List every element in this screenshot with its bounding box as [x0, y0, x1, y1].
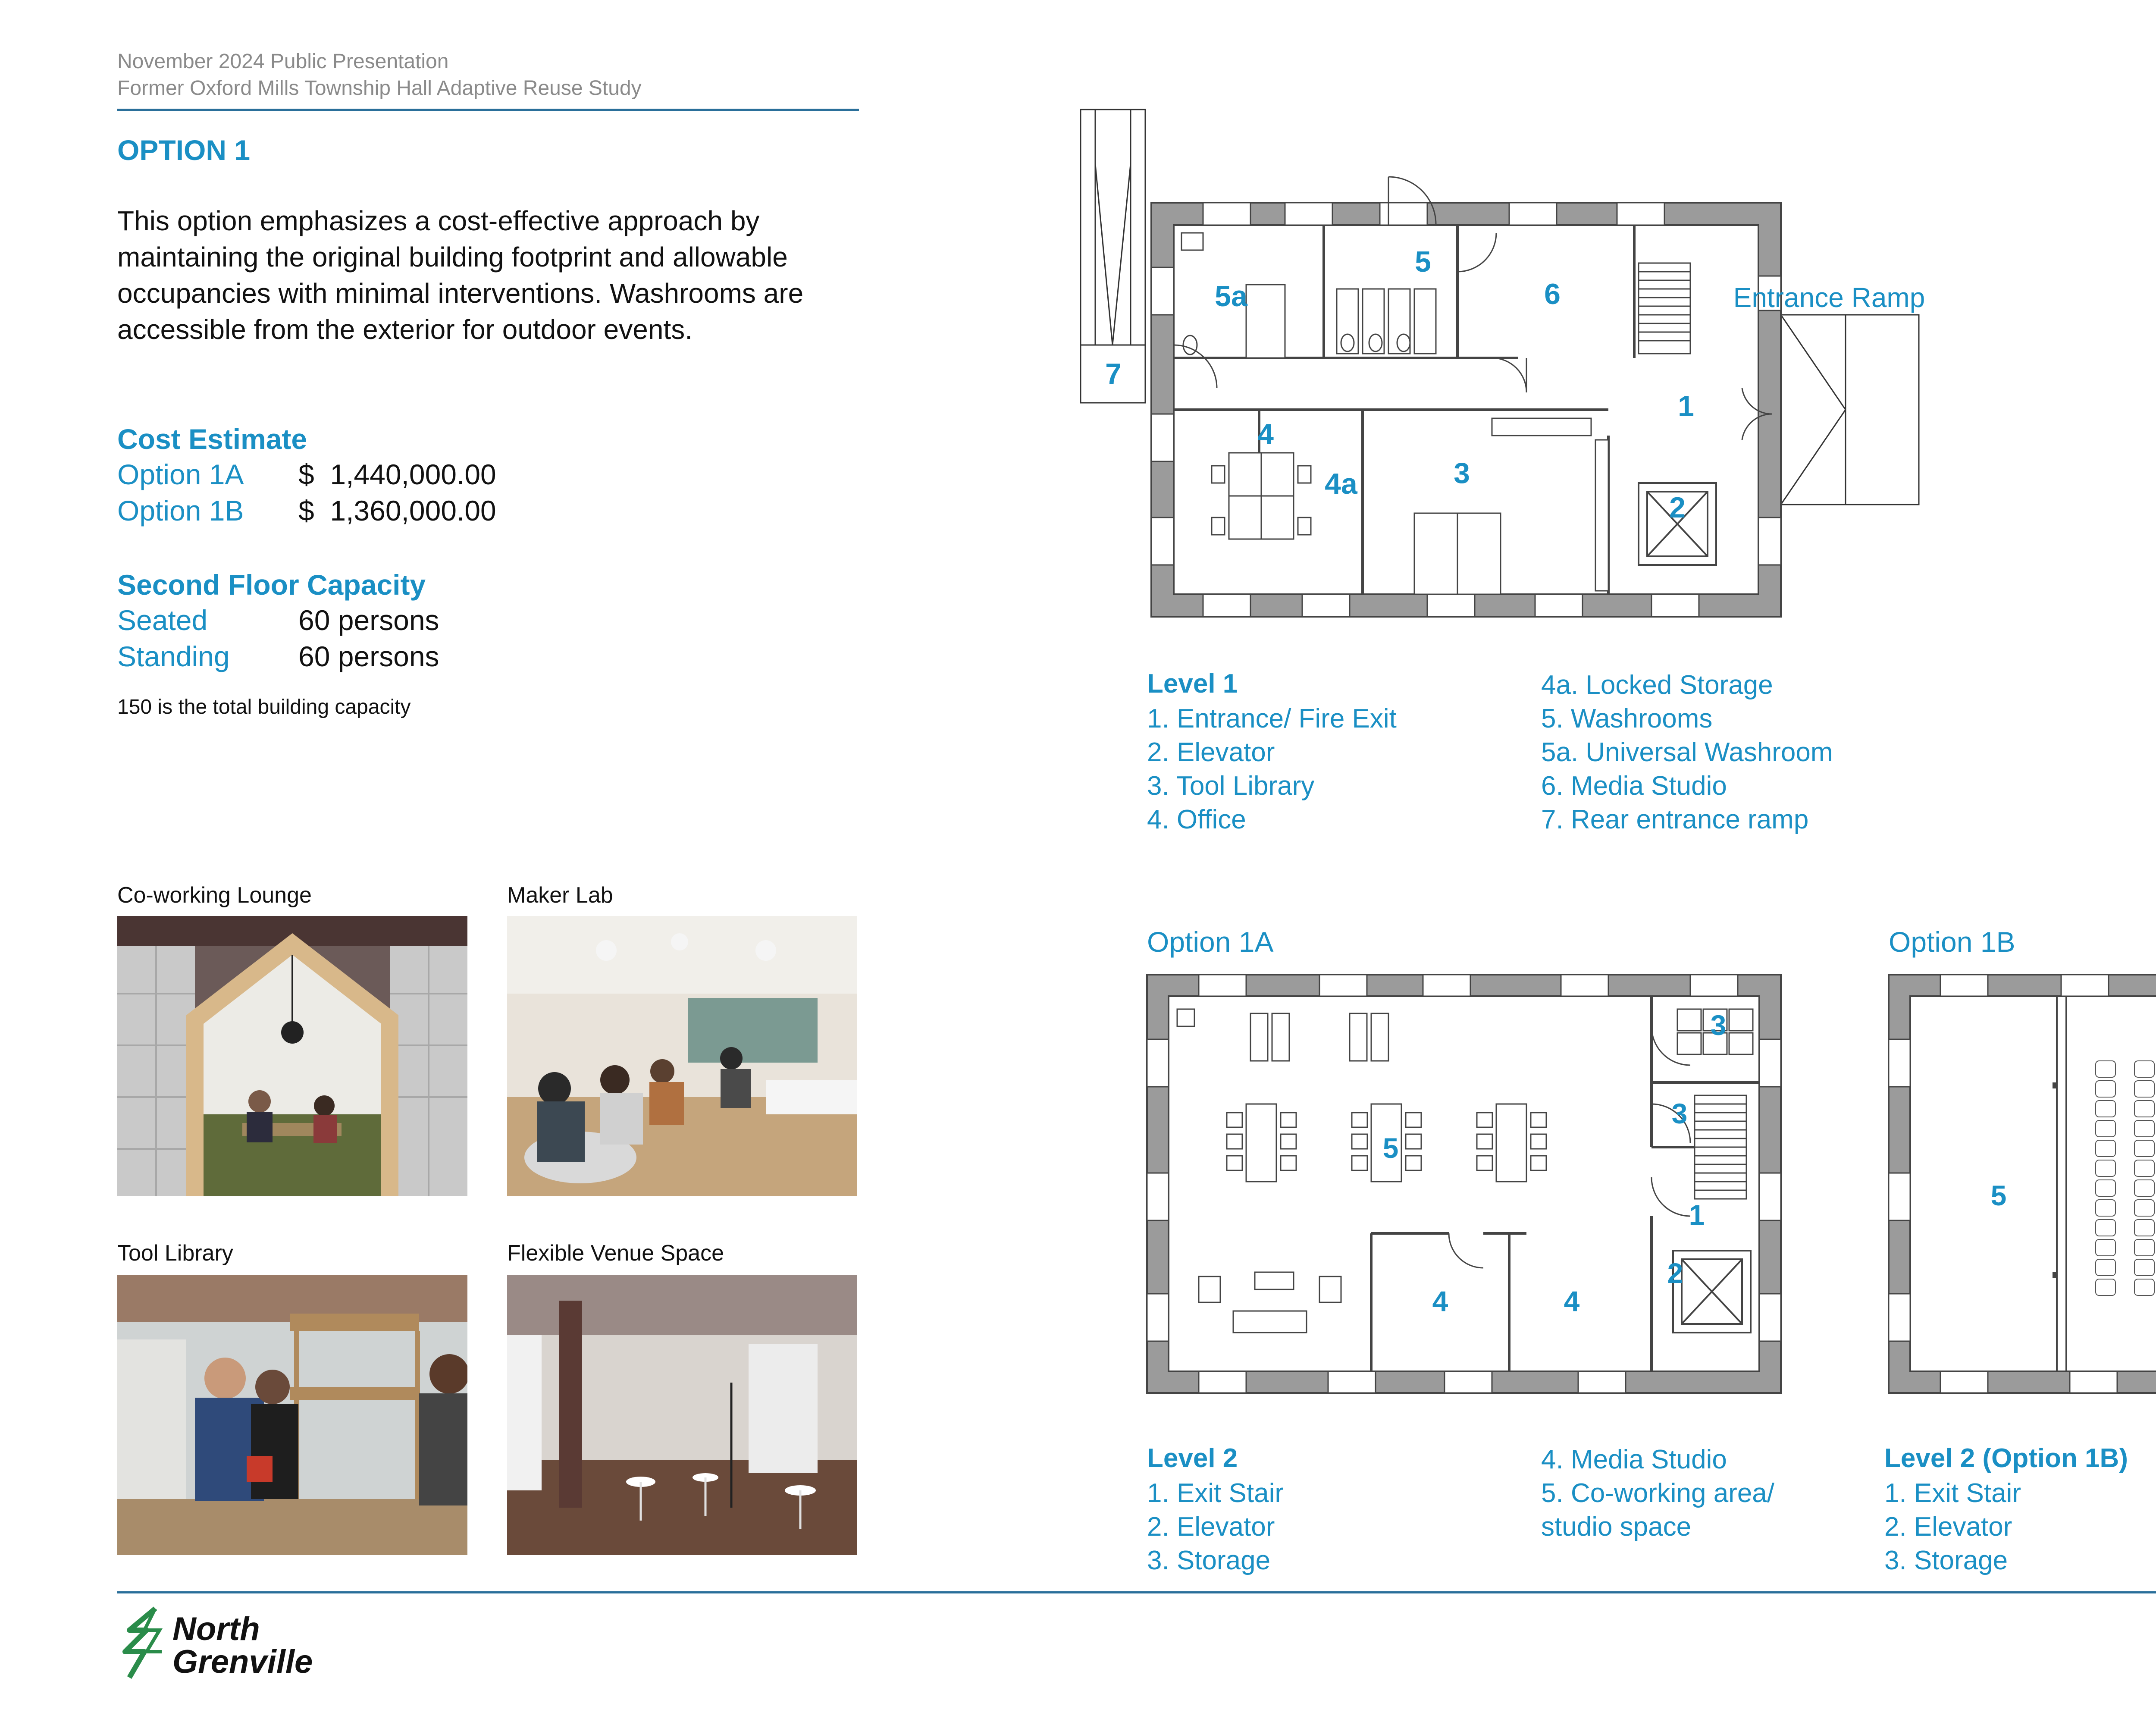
logo-text-north: North — [172, 1611, 260, 1647]
photo-caption: Flexible Venue Space — [507, 1241, 724, 1266]
level-2b-legend-col1 — [1884, 1477, 2021, 1578]
legend-item: 3. Storage — [1884, 1546, 2008, 1575]
legend-item: 1. Entrance/ Fire Exit — [1147, 704, 1397, 734]
header-line-2: Former Oxford Mills Township Hall Adaptive Reuse Study — [117, 77, 642, 100]
room-number: 7 — [1105, 358, 1122, 390]
maker-lab-photo — [507, 916, 857, 1196]
legend-item: 6. Media Studio — [1541, 771, 1727, 801]
level-2-legend-col1 — [1147, 1477, 1284, 1578]
coworking-lounge-photo — [117, 916, 467, 1196]
capacity-value: 60 persons — [298, 604, 439, 636]
header-line-1: November 2024 Public Presentation — [117, 50, 449, 73]
room-number: 6 — [1544, 278, 1561, 310]
capacity-value: 60 persons — [298, 640, 439, 672]
option-1b-floor-plan — [1889, 975, 2156, 1397]
option-1b-label: Option 1B — [1889, 926, 2015, 958]
legend-item: 3. Tool Library — [1147, 771, 1315, 801]
room-number: 4 — [1432, 1285, 1448, 1317]
room-number: 1 — [1689, 1199, 1705, 1231]
footer-rule — [117, 1591, 2156, 1593]
legend-item: 5a. Universal Washroom — [1541, 737, 1833, 767]
level-1-legend-col2 — [1541, 668, 1833, 837]
legend-item: 2. Elevator — [1147, 737, 1275, 767]
legend-item: 3. Storage — [1147, 1546, 1271, 1575]
room-number: 4 — [1257, 418, 1274, 451]
cost-label: Option 1A — [117, 458, 244, 490]
legend-item: 5. Washrooms — [1541, 704, 1713, 734]
capacity-note: 150 is the total building capacity — [117, 696, 411, 718]
photo-caption: Tool Library — [117, 1241, 233, 1266]
legend-item: 5. Co-working area/ — [1541, 1478, 1775, 1508]
room-number: 2 — [1667, 1257, 1683, 1289]
legend-item: 7. Rear entrance ramp — [1541, 805, 1809, 834]
room-number: 5 — [1990, 1179, 2007, 1211]
option-title: OPTION 1 — [117, 134, 251, 166]
legend-item: 4. Office — [1147, 805, 1246, 834]
option-1a-floor-plan — [1147, 975, 1785, 1397]
tool-library-photo — [117, 1275, 467, 1555]
room-number: 3 — [1454, 457, 1470, 489]
room-number: 5a — [1215, 280, 1247, 313]
room-number: 3 — [1671, 1098, 1688, 1129]
legend-item: studio space — [1541, 1512, 1692, 1542]
photo-caption: Co-working Lounge — [117, 883, 312, 908]
capacity-label: Seated — [117, 604, 208, 636]
capacity-row — [117, 602, 439, 638]
level-1-floor-plan — [1078, 104, 2113, 647]
cost-row — [117, 492, 496, 529]
room-number: 1 — [1678, 390, 1694, 423]
cost-value: $ 1,440,000.00 — [298, 458, 496, 490]
level-2-title: Level 2 — [1147, 1443, 1238, 1473]
legend-item: 4a. Locked Storage — [1541, 670, 1773, 700]
photo-caption: Maker Lab — [507, 883, 613, 908]
logo-text-grenville: Grenville — [172, 1643, 313, 1680]
room-number: 4a — [1325, 467, 1357, 500]
header-rule — [117, 109, 859, 111]
room-number: 3 — [1710, 1009, 1727, 1041]
flexible-venue-photo — [507, 1275, 857, 1555]
option-1a-label: Option 1A — [1147, 926, 1274, 958]
entrance-ramp-label: Entrance Ramp — [1733, 282, 1925, 313]
cost-label: Option 1B — [117, 495, 244, 527]
capacity-heading: Second Floor Capacity — [117, 569, 426, 601]
level-1-legend-col1 — [1147, 702, 1397, 837]
capacity-label: Standing — [117, 640, 230, 672]
cost-row — [117, 456, 496, 492]
room-number: 5 — [1415, 245, 1431, 278]
tree-logo-icon — [121, 1604, 164, 1682]
legend-item: 1. Exit Stair — [1884, 1478, 2021, 1508]
cost-heading: Cost Estimate — [117, 423, 307, 455]
room-number: 5 — [1382, 1132, 1399, 1164]
cost-value: $ 1,360,000.00 — [298, 495, 496, 527]
level-2b-title: Level 2 (Option 1B) — [1884, 1443, 2128, 1473]
capacity-row — [117, 638, 439, 674]
room-number: 4 — [1564, 1285, 1580, 1317]
level-1-title: Level 1 — [1147, 669, 1238, 699]
option-description: This option emphasizes a cost-effective approach by maintaining the original building footprint and allowable occupancies with minimal interventions. Washrooms are accessible from the exterior for outdoor events. — [117, 205, 804, 345]
legend-item: 4. Media Studio — [1541, 1445, 1727, 1474]
room-number: 2 — [1669, 491, 1686, 524]
level-2-legend-col2 — [1541, 1443, 1774, 1544]
legend-item: 2. Elevator — [1147, 1512, 1275, 1542]
legend-item: 1. Exit Stair — [1147, 1478, 1284, 1508]
legend-item: 2. Elevator — [1884, 1512, 2012, 1542]
